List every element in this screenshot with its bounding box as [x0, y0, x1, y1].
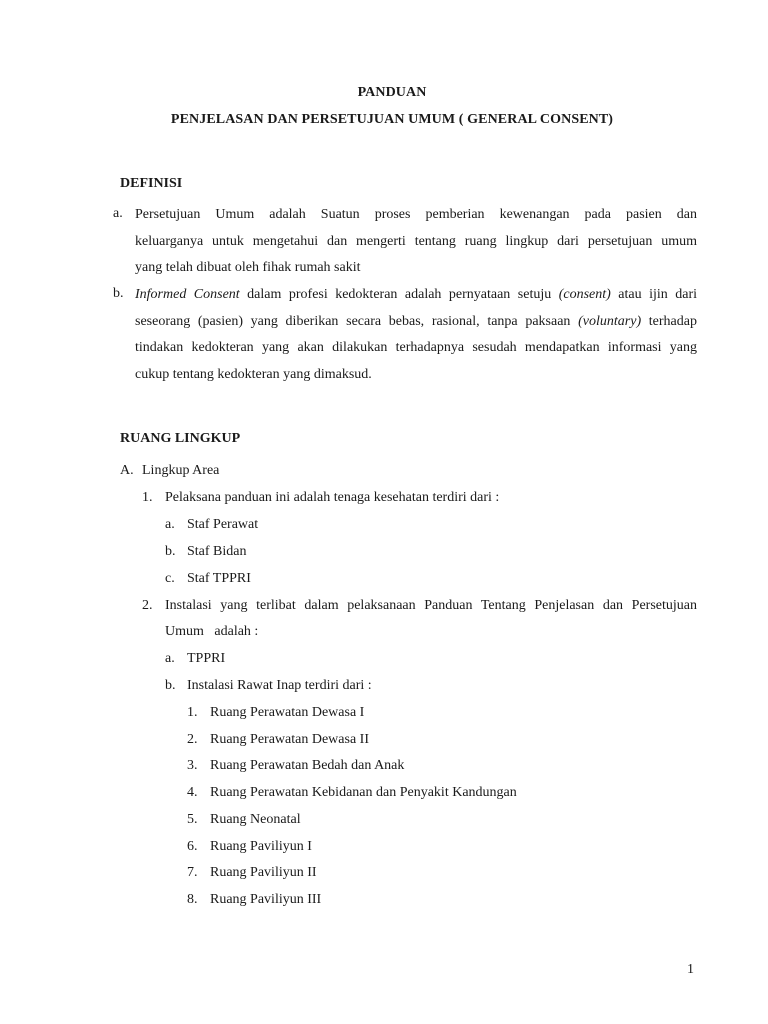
room-list-item-marker: 1.	[187, 705, 198, 720]
room-list-item-marker: 8.	[187, 892, 198, 907]
item-2-line: Instalasi yang terlibat dalam pelaksanaan Panduan Tentang Penjelasan dan Persetujuan	[165, 598, 697, 613]
room-list-item: Ruang Perawatan Dewasa II	[210, 732, 369, 747]
consent-term: (consent)	[558, 287, 611, 302]
definisi-a-text	[135, 202, 697, 282]
definisi-a-marker: a.	[113, 206, 123, 221]
room-list-item-marker: 7.	[187, 865, 198, 880]
room-list-item-marker: 3.	[187, 758, 198, 773]
room-list-item-marker: 6.	[187, 839, 198, 854]
definisi-a-line: keluarganya untuk mengetahui dan mengerti tentang ruang lingkup dari persetujuan umum	[135, 233, 697, 249]
room-list-item: Ruang Perawatan Dewasa I	[210, 705, 365, 720]
room-list-item: Ruang Neonatal	[210, 812, 301, 827]
room-list-item: Ruang Paviliyun III	[210, 892, 322, 907]
definisi-b-text	[135, 282, 697, 388]
section-a-marker: A.	[120, 463, 134, 478]
definisi-b-marker: b.	[113, 286, 124, 301]
document-subtitle: PENJELASAN DAN PERSETUJUAN UMUM ( GENERAL CONSENT)	[170, 112, 614, 127]
page-number: 1	[687, 962, 694, 977]
section-a-label: Lingkup Area	[142, 463, 220, 478]
definisi-a-line: Persetujuan Umum adalah Suatun proses pemberian kewenangan pada pasien dan	[135, 207, 697, 222]
definisi-b-line	[135, 282, 697, 309]
list-item: Staf Bidan	[187, 544, 247, 559]
ruang-lingkup-heading: RUANG LINGKUP	[120, 431, 241, 446]
room-list-item: Ruang Perawatan Bedah dan Anak	[210, 758, 405, 773]
list-item: Staf TPPRI	[187, 571, 251, 586]
definisi-b-line	[135, 309, 697, 336]
room-list-item-marker: 4.	[187, 785, 198, 800]
item-1-text: Pelaksana panduan ini adalah tenaga kesehatan terdiri dari :	[165, 490, 500, 505]
voluntary-term: (voluntary)	[578, 313, 642, 329]
list-item-marker: a.	[165, 517, 175, 532]
room-list-item-marker: 5.	[187, 812, 198, 827]
definisi-a-line: yang telah dibuat oleh fihak rumah sakit	[135, 260, 361, 276]
item-1-marker: 1.	[142, 490, 153, 505]
document-title: PANDUAN	[357, 85, 427, 100]
list-item: Instalasi Rawat Inap terdiri dari :	[187, 678, 372, 693]
informed-consent-term: Informed Consent	[135, 287, 240, 302]
room-list-item-marker: 2.	[187, 732, 198, 747]
definisi-b-line: cukup tentang kedokteran yang dimaksud.	[135, 366, 372, 382]
room-list-item: Ruang Paviliyun I	[210, 839, 312, 854]
room-list-item: Ruang Perawatan Kebidanan dan Penyakit Kandungan	[210, 785, 517, 800]
list-item: TPPRI	[187, 651, 226, 666]
item-2-line: Umum adalah :	[165, 624, 259, 639]
definisi-b-text-part: atau ijin dari	[610, 287, 698, 302]
definisi-b-text-part: terhadap	[641, 313, 697, 329]
room-list-item: Ruang Paviliyun II	[210, 865, 317, 880]
list-item-marker: c.	[165, 571, 175, 586]
list-item: Staf Perawat	[187, 517, 259, 532]
definisi-b-line: tindakan kedokteran yang akan dilakukan terhadapnya sesudah mendapatkan informasi yang	[135, 340, 697, 356]
list-item-marker: b.	[165, 544, 176, 559]
list-item-marker: a.	[165, 651, 175, 666]
item-2-text	[165, 598, 697, 650]
definisi-b-text-part: dalam profesi kedokteran adalah pernyataan setuju	[239, 287, 559, 302]
definisi-b-text-part: seseorang (pasien) yang diberikan secara bebas, rasional, tanpa paksaan	[135, 313, 579, 329]
definisi-heading: DEFINISI	[120, 176, 183, 191]
item-2-marker: 2.	[142, 598, 153, 613]
list-item-marker: b.	[165, 678, 176, 693]
